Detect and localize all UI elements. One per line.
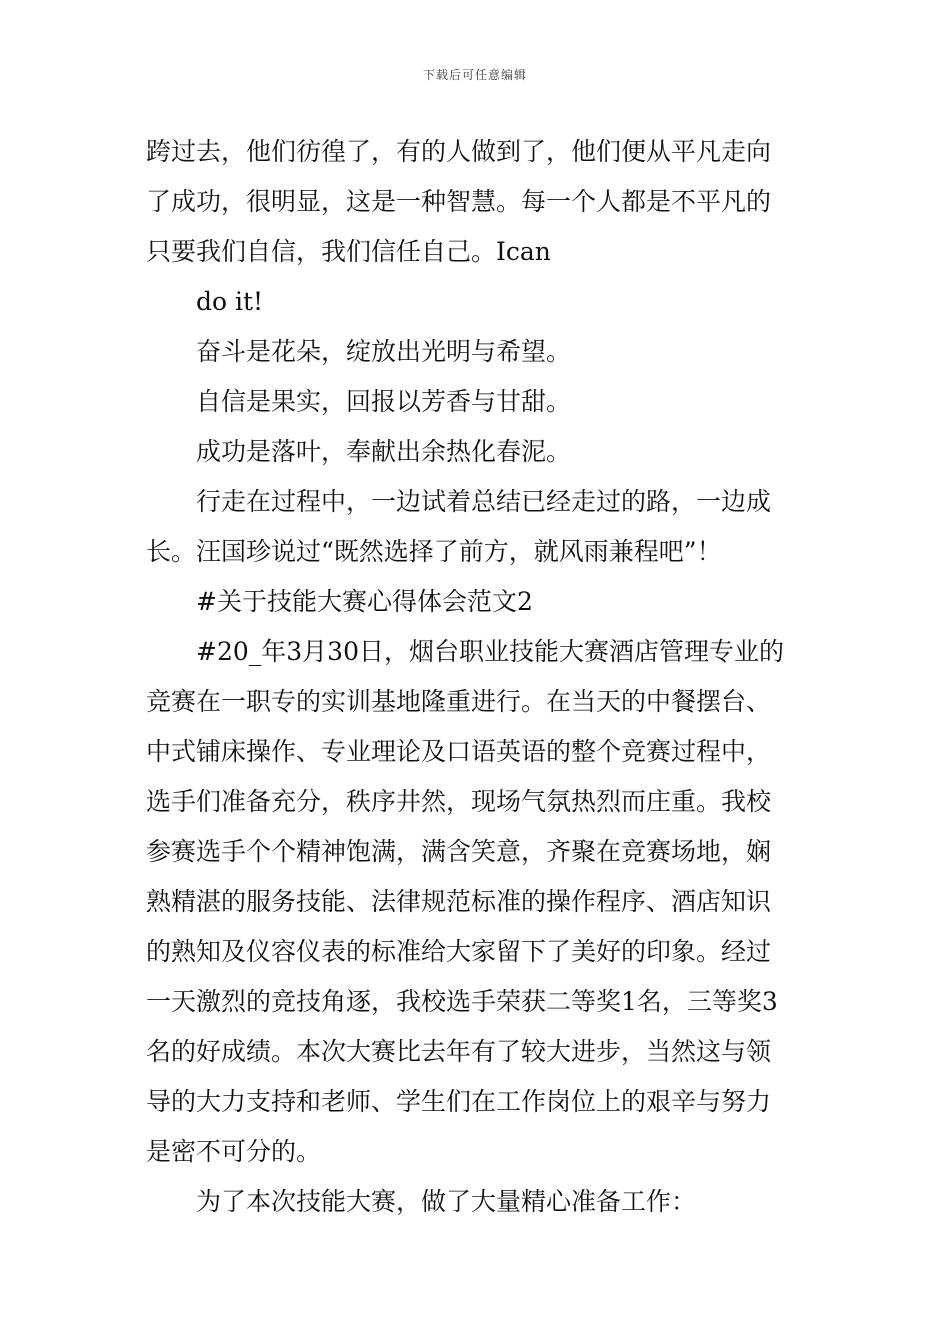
text-line: do it!	[196, 287, 264, 316]
text-line: 中式铺床操作、专业理论及口语英语的整个竞赛过程中，	[146, 737, 772, 766]
text-line: 竞赛在一职专的实训基地隆重进行。在当天的中餐摆台、	[146, 687, 772, 716]
page-header: 下载后可任意编辑	[422, 68, 527, 82]
text-line: 参赛选手个个精神饱满，满含笑意，齐聚在竞赛场地，娴	[146, 837, 772, 866]
section-heading: #关于技能大赛心得体会范文2	[196, 587, 533, 616]
text-line: 行走在过程中，一边试着总结已经走过的路，一边成	[196, 487, 772, 516]
text-line: 为了本次技能大赛，做了大量精心准备工作：	[196, 1187, 697, 1216]
document-body	[146, 127, 806, 1227]
text-line: 长。汪国珍说过“既然选择了前方，就风雨兼程吧”！	[146, 537, 722, 566]
text-line: 选手们准备充分，秩序井然，现场气氛热烈而庄重。我校	[146, 787, 772, 816]
text-line: 跨过去，他们彷徨了，有的人做到了，他们便从平凡走向	[146, 137, 772, 166]
text-line: 是密不可分的。	[146, 1137, 322, 1166]
text-line: 导的大力支持和老师、学生们在工作岗位上的艰辛与努力	[146, 1087, 772, 1116]
text-line: 只要我们自信，我们信任自己。Ican	[146, 237, 551, 266]
text-line: 成功是落叶，奉献出余热化春泥。	[196, 437, 572, 466]
text-line: 自信是果实，回报以芳香与甘甜。	[196, 387, 572, 416]
text-line: 了成功，很明显，这是一种智慧。每一个人都是不平凡的	[146, 187, 772, 216]
text-line: 一天激烈的竞技角逐，我校选手荣获二等奖1名，三等奖3	[146, 987, 778, 1016]
text-line: #20_年3月30日，烟台职业技能大赛酒店管理专业的	[196, 637, 784, 666]
text-line: 奋斗是花朵，绽放出光明与希望。	[196, 337, 572, 366]
text-line: 熟精湛的服务技能、法律规范标准的操作程序、酒店知识	[146, 887, 772, 916]
text-line: 名的好成绩。本次大赛比去年有了较大进步，当然这与领	[146, 1037, 772, 1066]
text-line: 的熟知及仪容仪表的标准给大家留下了美好的印象。经过	[146, 937, 772, 966]
